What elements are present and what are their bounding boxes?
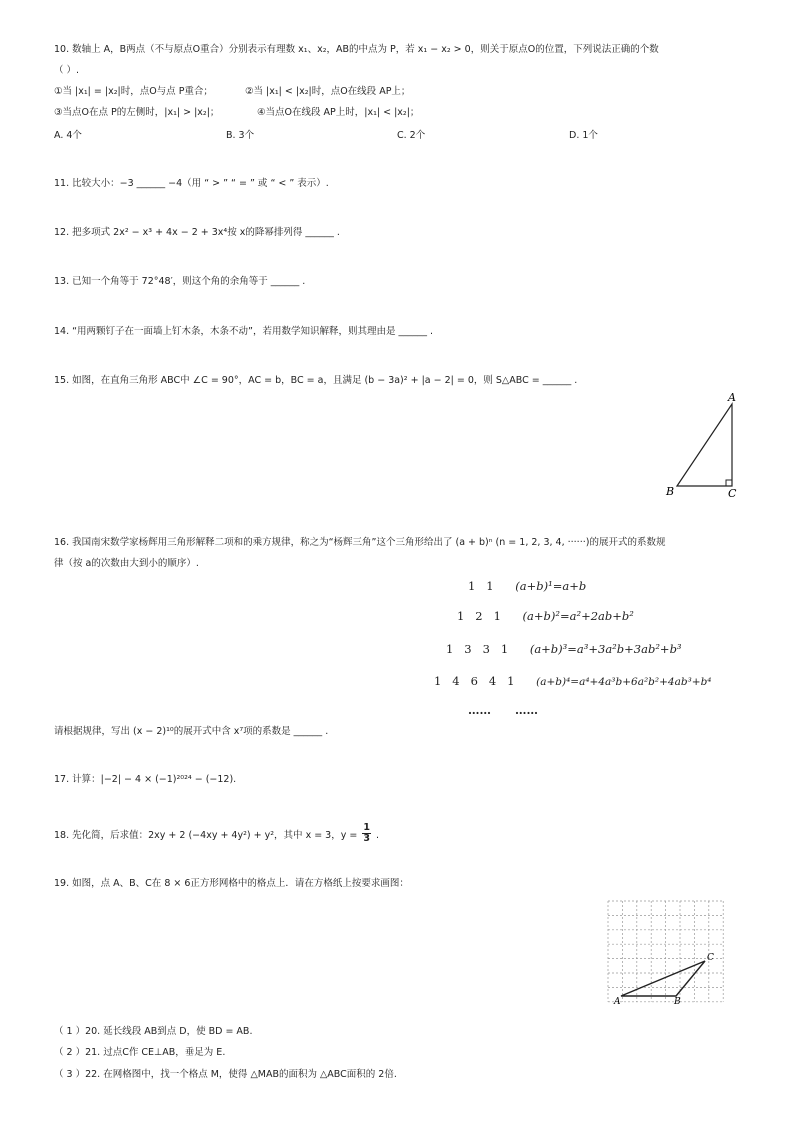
q10-option-a: A. 4个 xyxy=(54,130,82,141)
pascal-row-1-expr: (a+b)¹=a+b xyxy=(515,579,587,593)
q19-sub-3: （ 3 ）22. 在网格图中，找一个格点 M，使得 △MAB的面积为 △ABC面积的 2倍. xyxy=(54,1069,397,1080)
pascal-row-4 xyxy=(434,674,712,688)
label-a: A xyxy=(614,997,621,1007)
fraction-denominator: 3 xyxy=(363,833,370,844)
q14-text: 14. “用两颗钉子在一面墙上钉木条，木条不动”，若用数学知识解释，则其理由是 ______ . xyxy=(54,326,434,337)
label-c: C xyxy=(707,953,714,963)
q16-question: 请根据规律，写出 (x − 2)¹⁰的展开式中含 x⁷项的系数是 ______ . xyxy=(54,726,329,737)
q11-text: 11. 比较大小：−3 ______ −4（用 “ > ” “ = ” 或 “ < ” 表示）. xyxy=(54,178,329,189)
q18-end: . xyxy=(376,830,380,841)
q19-stem: 19. 如图，点 A、B、C在 8 × 6正方形网格中的格点上．请在方格纸上按要求画图： xyxy=(54,878,409,889)
pascal-row-3-coef: 1 3 3 1 xyxy=(446,642,509,656)
pascal-row-2 xyxy=(457,609,634,623)
q12-text: 12. 把多项式 2x² − x³ + 4x − 2 + 3x⁴按 x的降幂排列得 ______ . xyxy=(54,227,340,238)
q18-expression: 18. 先化简，后求值：2xy + 2 (−4xy + 4y²) + y²，其中 x = 3，y = xyxy=(54,830,358,841)
label-c: C xyxy=(728,487,737,500)
pascal-row-2-expr: (a+b)²=a²+2ab+b² xyxy=(522,609,634,623)
q10-option-c: C. 2个 xyxy=(397,130,426,141)
q15-stem: 15. 如图，在直角三角形 ABC中 ∠C = 90°，AC = b，BC = a，且满足 (b − 3a)² + |a − 2| = 0，则 S△ABC = ______ . xyxy=(54,375,578,386)
pascal-row-2-coef: 1 2 1 xyxy=(457,609,501,623)
q15-triangle-figure xyxy=(660,390,750,502)
pascal-row-1 xyxy=(468,579,586,593)
q16-stem: 16. 我国南宋数学家杨辉用三角形解释二项和的乘方规律，称之为“杨辉三角”这个三角形给出了 (a + b)ⁿ (n = 1, 2, 3, 4, ······)的展开式的系数规 xyxy=(54,537,666,548)
right-triangle-abc xyxy=(677,404,732,486)
q16-stem-continued: 律（按 a的次数由大到小的顺序）. xyxy=(54,558,199,569)
pascal-row-3-expr: (a+b)³=a³+3a²b+3ab²+b³ xyxy=(529,642,682,656)
q19-grid-figure xyxy=(604,897,740,1015)
q19-sub-2: （ 2 ）21. 过点C作 CE⊥AB，垂足为 E. xyxy=(54,1047,226,1058)
q13-text: 13. 已知一个角等于 72°48′，则这个角的余角等于 ______ . xyxy=(54,276,306,287)
pascal-row-4-coef: 1 4 6 4 1 xyxy=(434,674,515,688)
q10-statement-3: ③当点O在点 P的左侧时，|x₁| > |x₂|； xyxy=(54,107,220,118)
q10-statement-1: ①当 |x₁| = |x₂|时，点O与点 P重合； xyxy=(54,86,213,97)
right-angle-marker xyxy=(726,480,732,486)
triangle-abc xyxy=(621,961,705,996)
fraction-numerator: 1 xyxy=(363,822,370,833)
label-a: A xyxy=(728,391,736,404)
q18-text xyxy=(54,822,380,846)
label-b: B xyxy=(674,997,681,1007)
grid-lines xyxy=(608,901,723,1002)
label-b: B xyxy=(666,485,675,498)
pascal-row-4-expr: (a+b)⁴=a⁴+4a³b+6a²b²+4ab³+b⁴ xyxy=(536,676,712,688)
q10-option-b: B. 3个 xyxy=(226,130,255,141)
q18-fraction xyxy=(362,823,371,844)
q10-statement-2: ②当 |x₁| < |x₂|时，点O在线段 AP上； xyxy=(245,86,411,97)
q10-option-d: D. 1个 xyxy=(569,130,598,141)
q10-bracket: （ ）. xyxy=(54,65,80,76)
q10-stem: 10. 数轴上 A，B两点（不与原点O重合）分别表示有理数 x₁、x₂，AB的中点为 P，若 x₁ − x₂ > 0，则关于原点O的位置，下列说法正确的个数 xyxy=(54,44,659,55)
pascal-ellipsis: …… …… xyxy=(468,703,539,717)
pascal-row-1-coef: 1 1 xyxy=(468,579,494,593)
pascal-row-3 xyxy=(446,642,682,656)
q17-text: 17. 计算：|−2| − 4 × (−1)²⁰²⁴ − (−12). xyxy=(54,774,237,785)
q19-sub-1: （ 1 ）20. 延长线段 AB到点 D，使 BD = AB. xyxy=(54,1026,253,1037)
q10-statement-4: ④当点O在线段 AP上时，|x₁| < |x₂|； xyxy=(257,107,420,118)
